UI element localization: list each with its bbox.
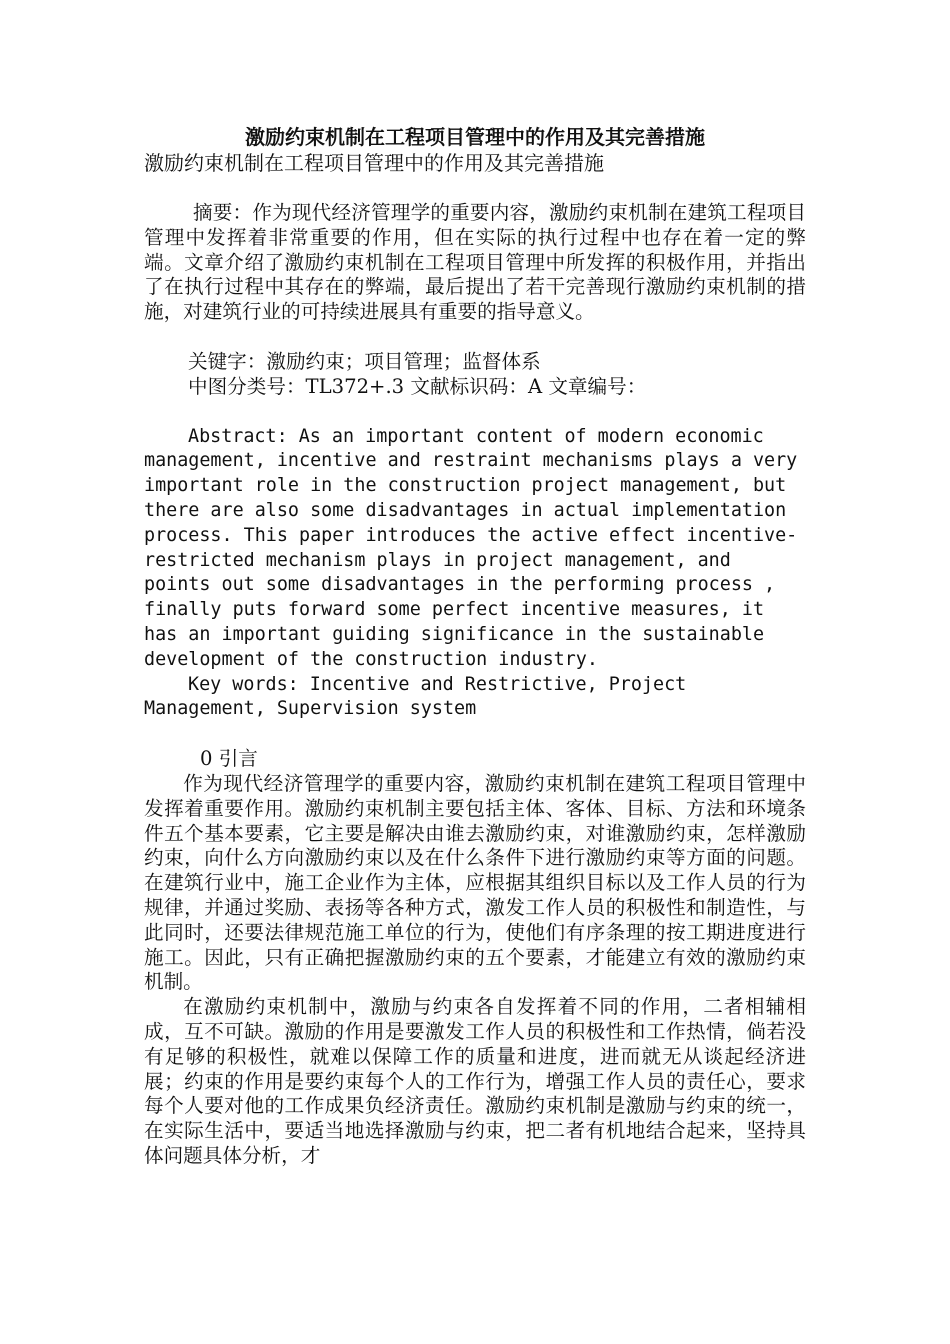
document-page (144, 120, 806, 1169)
document-title: 激励约束机制在工程项目管理中的作用及其完善措施 (245, 125, 705, 149)
body-paragraph: 在激励约束机制中，激励与约束各自发挥着不同的作用，二者相辅相成，互不可缺。激励的作用是要激发工作人员的积极性和工作热情，倘若没有足够的积极性，就难以保障工作的质量和进度，进而就无从谈起经济进展；约束的作用是要约束每个人的工作行为，增强工作人员的责任心，要求每个人要对他的工作成果负经济责任。激励约束机制是激励与约束的统一，在实际生活中，要适当地选择激励与约束，把二者有机地结合起来，坚持具体问题具体分析，才 (144, 995, 806, 1167)
body-paragraph: 作为现代经济管理学的重要内容，激励约束机制在建筑工程项目管理中发挥着重要作用。激励约束机制主要包括主体、客体、目标、方法和环境条件五个基本要素，它主要是解决由谁去激励约束，对谁激励约束，怎样激励约束，向什么方向激励约束以及在什么条件下进行激励约束等方面的问题。在建筑行业中，施工企业作为主体，应根据其组织目标以及工作人员的行为规律，并通过奖励、表扬等各种方式，激发工作人员的积极性和制造性，与此同时，还要法律规范施工单位的行为，使他们有序条理的按工期进度进行施工。因此，只有正确把握激励约束的五个要素，才能建立有效的激励约束机制。 (144, 771, 806, 994)
classification-line: 中图分类号：TL372+.3 文献标识码：A 文章编号： (188, 374, 647, 398)
section-heading: 0 引言 (200, 747, 258, 771)
spacer (144, 176, 806, 201)
spacer (144, 400, 806, 425)
abstract-cn: 摘要：作为现代经济管理学的重要内容，激励约束机制在建筑工程项目管理中发挥着非常重要的作用，但在实际的执行过程中也存在着一定的弊端。文章介绍了激励约束机制在工程项目管理中所发挥的积极作用，并指出了在执行过程中其存在的弊端，最后提出了若干完善现行激励约束机制的措施，对建筑行业的可持续进展具有重要的指导意义。 (144, 201, 806, 324)
keywords-cn: 关键字：激励约束；项目管理；监督体系 (188, 349, 541, 373)
abstract-en: Abstract: As an important content of modern economic management, incentive and restraint mechanisms plays a very important role in the construction project management, but there are also some disadvantages in actual implementation process. This paper introduces the active effect incentive-restricted mechanism plays in project management, and points out some disadvantages in the performing process , finally puts forward some perfect incentive measures, it has an important guiding significance in the sustainable development of the construction industry. (144, 425, 798, 670)
keywords-en: Key words: Incentive and Restrictive, Project Management, Supervision system (144, 673, 687, 720)
spacer (144, 325, 806, 350)
document-subtitle: 激励约束机制在工程项目管理中的作用及其完善措施 (144, 151, 604, 175)
spacer (144, 722, 806, 747)
